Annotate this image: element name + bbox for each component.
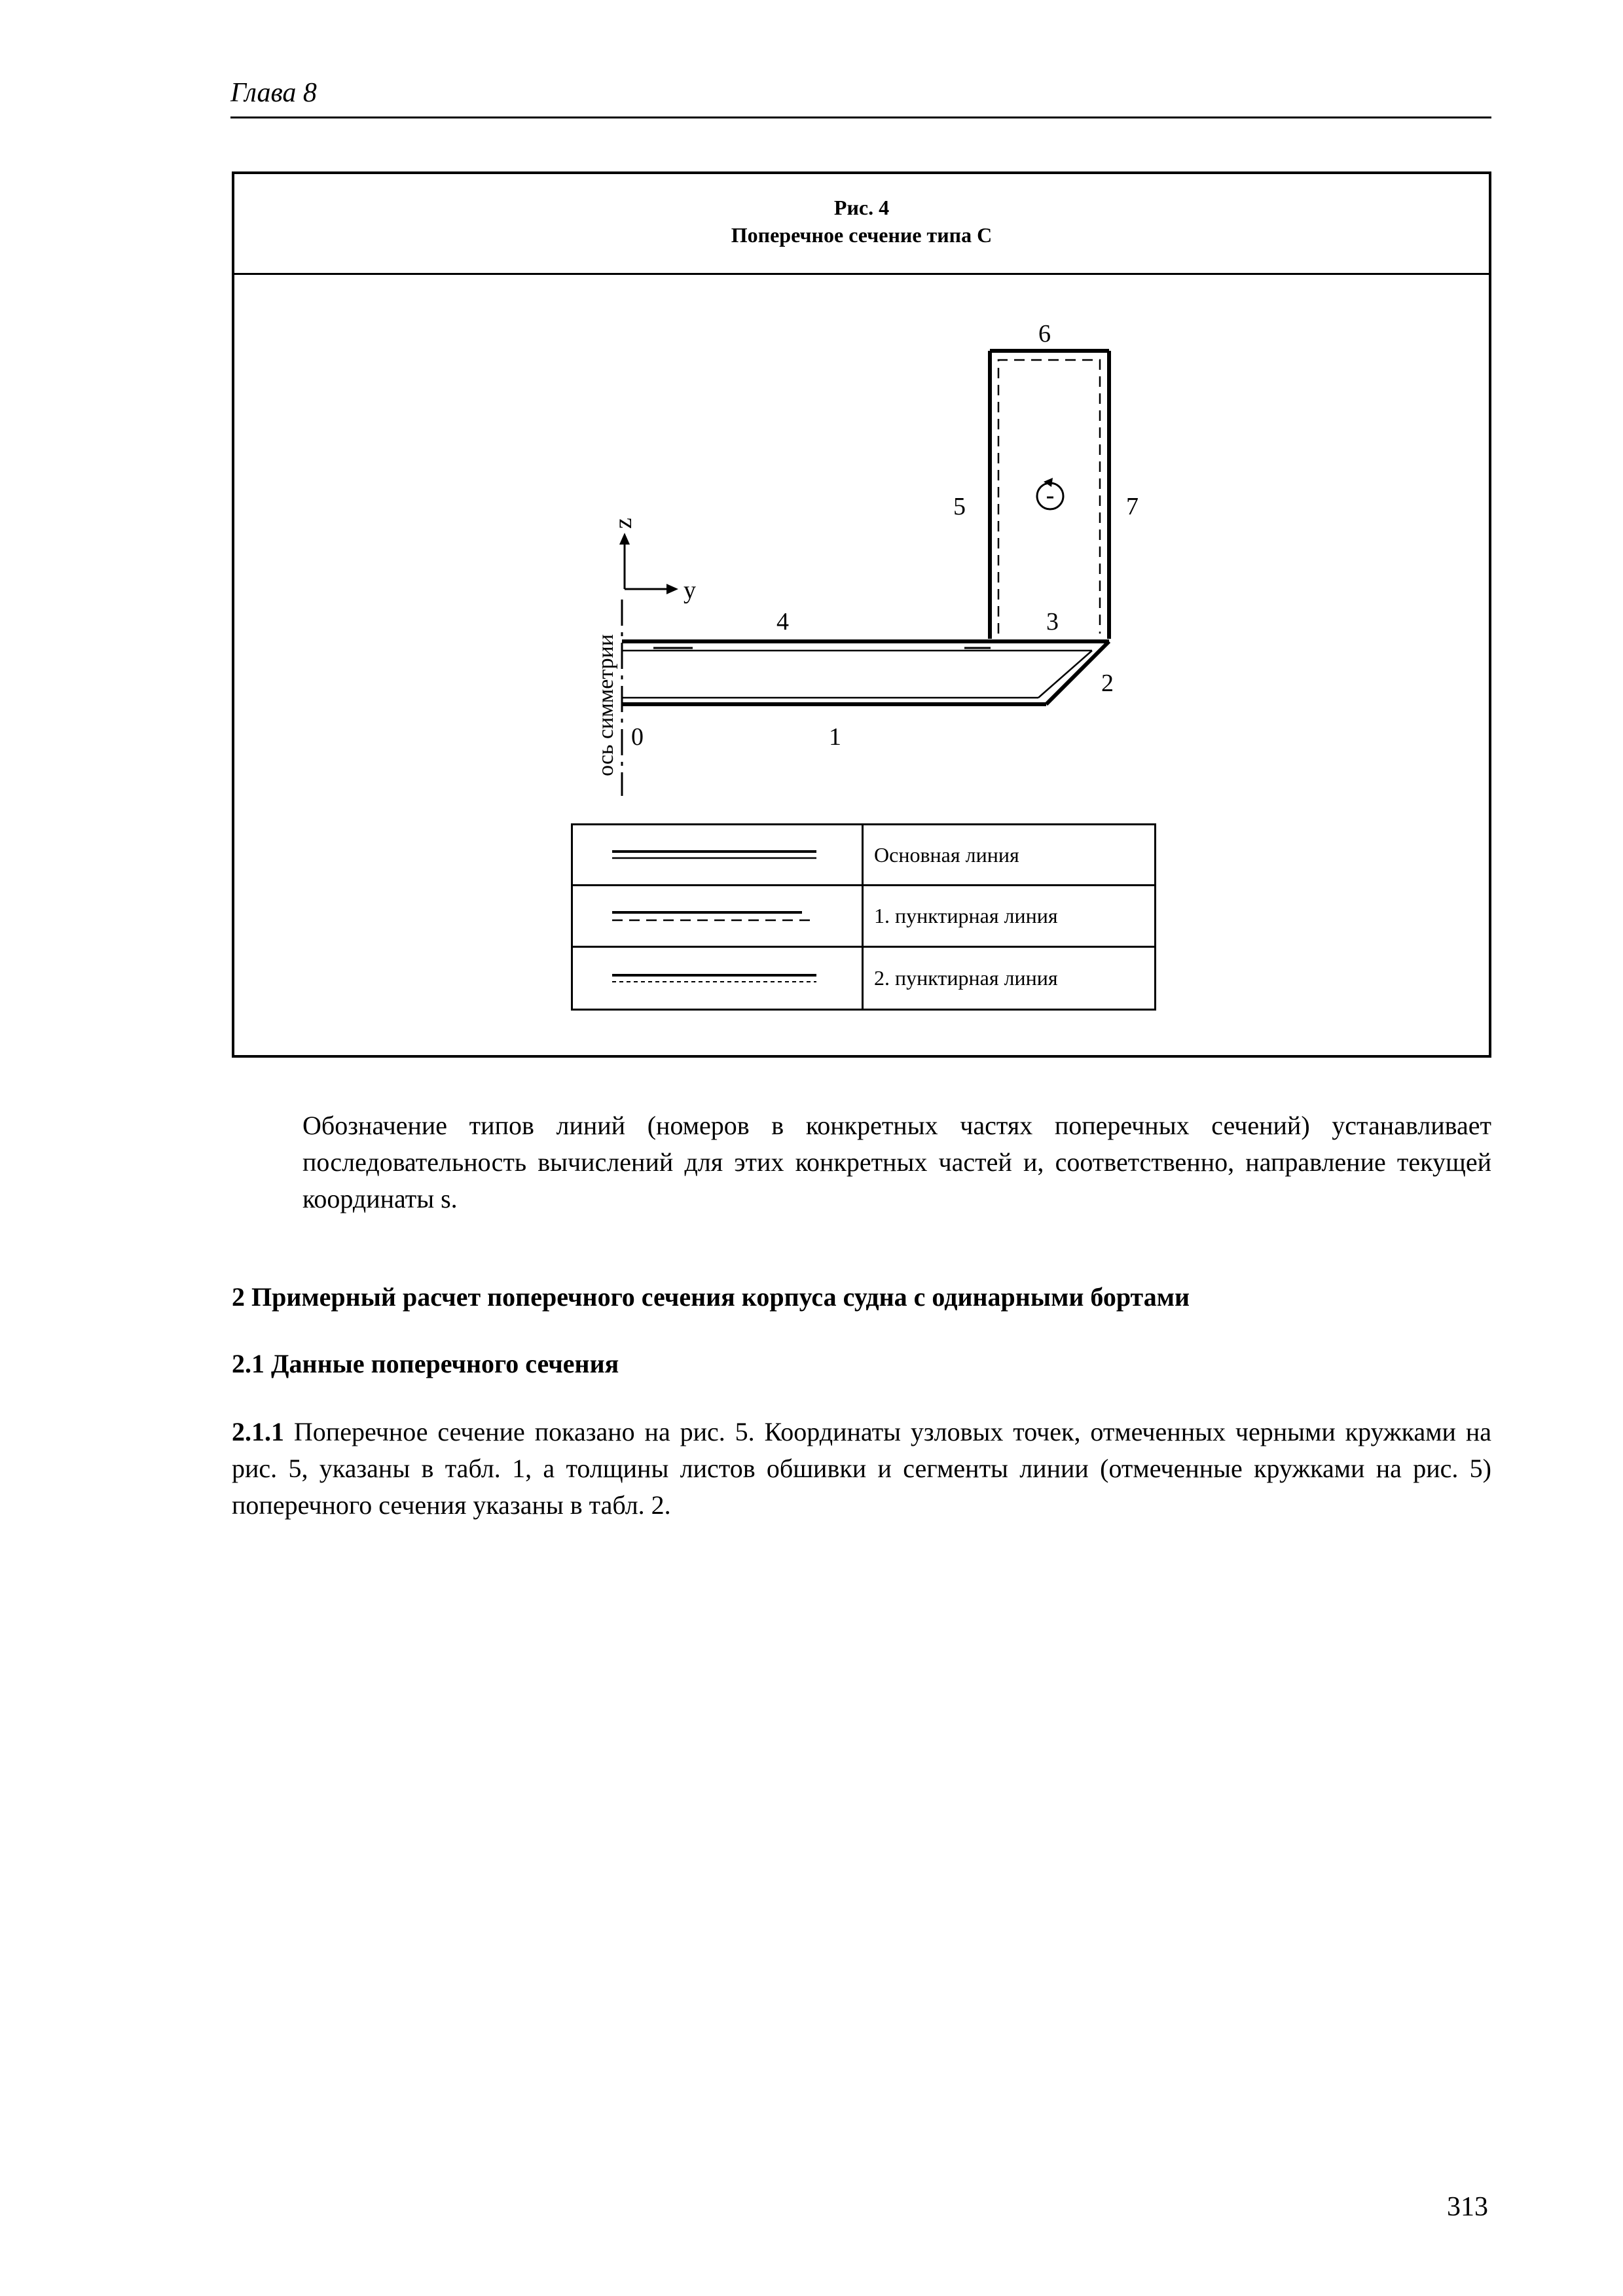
y-arrow-head <box>666 584 678 594</box>
label-2: 2 <box>1101 670 1114 697</box>
legend-sample-dashed-2 <box>573 948 864 1009</box>
rotation-arrow-icon <box>1044 478 1053 487</box>
z-arrow-head <box>619 533 630 545</box>
label-symmetry-axis: ось симметрии <box>594 634 618 776</box>
label-y: y <box>684 577 696 604</box>
label-5: 5 <box>953 493 966 520</box>
section-heading-2-1: 2.1 Данные поперечного сечения <box>232 1349 619 1378</box>
legend-sample-main <box>573 825 864 886</box>
segment-2-inner <box>1038 651 1092 698</box>
paragraph-line-types: Обозначение типов линий (номеров в конкретных частях поперечных сечений) устанавливает последовательность вычислений для этих конкретных частей и, соответственно, направление текущей координаты s. <box>302 1111 1491 1213</box>
page-number: 313 <box>1447 2192 1488 2222</box>
figure-frame <box>232 171 1491 1058</box>
legend-label-dashed-1: 1. пунктирная линия <box>864 886 1154 947</box>
label-6: 6 <box>1038 320 1051 348</box>
label-0: 0 <box>631 723 644 751</box>
legend-label-main: Основная линия <box>864 825 1154 886</box>
header-rule <box>230 117 1491 118</box>
legend-sample-dashed-1 <box>573 886 864 947</box>
label-3: 3 <box>1046 608 1059 636</box>
running-head: Глава 8 <box>230 78 317 108</box>
paragraph-number: 2.1.1 <box>232 1417 284 1446</box>
label-z: z <box>610 518 637 529</box>
rotation-icon <box>1037 483 1063 509</box>
label-1: 1 <box>829 723 841 751</box>
label-7: 7 <box>1126 493 1139 520</box>
paragraph-text: Поперечное сечение показано на рис. 5. Координаты узловых точек, отмеченных черными кружками на рис. 5, указаны в табл. 1, а толщины листов обшивки и сегменты линии (отмеченные кружками на рис. 5) поперечного сечения указаны в табл. 2. <box>232 1417 1492 1520</box>
line-type-legend <box>571 823 1156 1011</box>
section-heading-2: 2 Примерный расчет поперечного сечения корпуса судна с одинарными бортами <box>232 1282 1190 1312</box>
label-4: 4 <box>776 608 789 636</box>
figure-caption-number: Рис. 4 <box>833 196 890 219</box>
legend-label-dashed-2: 2. пунктирная линия <box>874 965 1058 990</box>
figure-caption-title: Поперечное сечение типа С <box>731 223 993 247</box>
paragraph-2-1-1 <box>232 1414 1491 1524</box>
